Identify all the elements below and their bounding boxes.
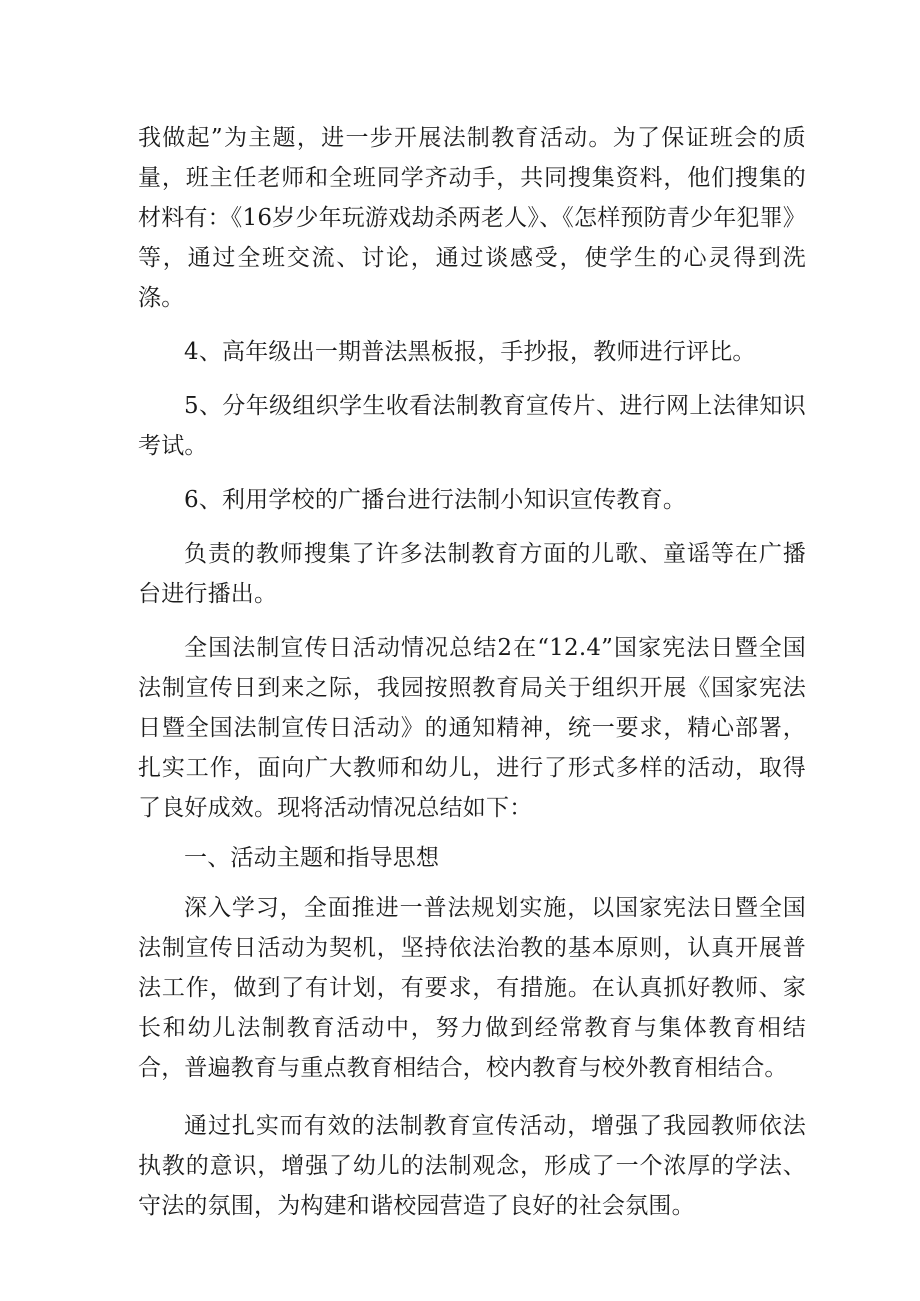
paragraph-item-5: 5、分年级组织学生收看法制教育宣传片、进行网上法律知识考试。 (138, 393, 806, 459)
paragraph-outcome: 通过扎实而有效的法制教育宣传活动，增强了我园教师依法执教的意识，增强了幼儿的法制观念，形成了一个浓厚的学法、守法的氛围，为构建和谐校园营造了良好的社会氛围。 (138, 1113, 806, 1219)
document-page (138, 118, 806, 1226)
section-heading: 一、活动主题和指导思想 (184, 845, 440, 871)
paragraph-item-4: 4、高年级出一期普法黑板报，手抄报，教师进行评比。 (184, 339, 756, 365)
paragraph-continuation: 我做起”为主题，进一步开展法制教育活动。为了保证班会的质量，班主任老师和全班同学齐动手，共同搜集资料，他们搜集的材料有：《16岁少年玩游戏劫杀两老人》、《怎样预防青少年犯罪》等，通过全班交流、讨论，通过谈感受，使学生的心灵得到洗涤。 (138, 125, 806, 311)
paragraph-guiding-thought: 深入学习，全面推进一普法规划实施，以国家宪法日暨全国法制宣传日活动为契机，坚持依法治教的基本原则，认真开展普法工作，做到了有计划，有要求，有措施。在认真抓好教师、家长和幼儿法制教育活动中，努力做到经常教育与集体教育相结合，普遍教育与重点教育相结合，校内教育与校外教育相结合。 (138, 895, 806, 1081)
paragraph-summary-intro: 全国法制宣传日活动情况总结2在“12.4”国家宪法日暨全国法制宣传日到来之际，我园按照教育局关于组织开展《国家宪法日暨全国法制宣传日活动》的通知精神，统一要求，精心部署，扎实工作，面向广大教师和幼儿，进行了形式多样的活动，取得了良好成效。现将活动情况总结如下： (138, 635, 806, 821)
paragraph-item-6: 6、利用学校的广播台进行法制小知识宣传教育。 (184, 487, 687, 513)
paragraph-broadcast: 负责的教师搜集了许多法制教育方面的儿歌、童谣等在广播台进行播出。 (138, 541, 806, 607)
